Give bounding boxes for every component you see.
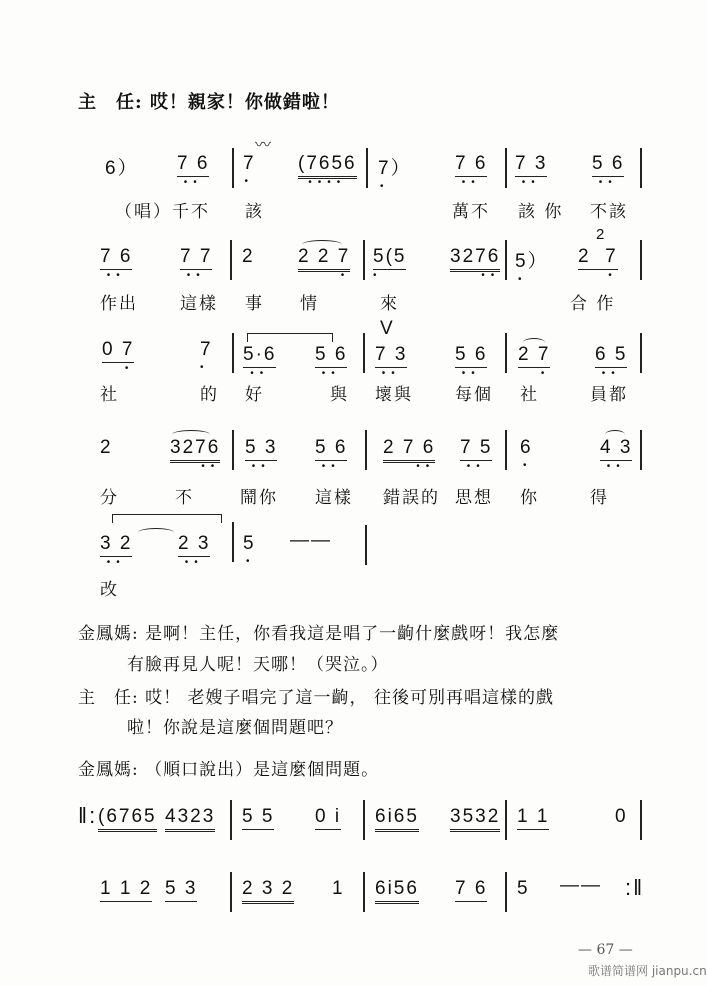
watermark: 歌谱简谱网 jianpu.cn [588, 964, 707, 978]
header-dialogue [78, 88, 340, 114]
dialogue-text: 哎！ 老嫂子唱完了這一齣， 往後可別再唱這樣的戲 [145, 688, 554, 708]
note: 6 5 •• [595, 344, 628, 379]
page-number: — 67 — [578, 942, 633, 958]
lyric: 壞與 [375, 385, 413, 405]
lyric: 事 [245, 294, 264, 314]
note: 1 [332, 878, 345, 899]
note: 5 3 [165, 878, 197, 902]
note: 2 [100, 437, 113, 458]
dialogue-line [78, 683, 554, 708]
note: 5(5 • [373, 246, 407, 281]
note: 7 • [243, 153, 256, 187]
lyric: 來 [380, 294, 399, 314]
note: 1 1 [517, 806, 549, 830]
lyric: 千不 [172, 202, 210, 222]
lyric: 該 你 [518, 202, 564, 222]
note: 2 [242, 246, 255, 267]
note: 6i65 [375, 806, 419, 832]
note: 5） • [515, 251, 549, 285]
note: 7 6 [455, 878, 487, 902]
speaker: 金鳳媽: [78, 624, 139, 644]
lyric: 你 [520, 488, 539, 508]
note: 2 3 2 [242, 878, 294, 904]
lyric: 員都 [590, 385, 628, 405]
lyric: 思想 [455, 488, 493, 508]
speaker: 金鳳媽: [78, 760, 139, 780]
lyric: 分 [100, 488, 119, 508]
note: 5·6 •• [243, 344, 277, 379]
lyric: 得 [590, 488, 609, 508]
dialogue-text: 哎！親家！你做錯啦！ [149, 92, 340, 113]
dialogue-text: （順口說出）是這麼個問題。 [145, 760, 380, 780]
lyric: 好 [245, 385, 264, 405]
lyric: 該 [245, 202, 264, 222]
note: 7 6 •• [100, 246, 133, 281]
note-extension: —— [290, 530, 332, 551]
lyric: 每個 [455, 385, 493, 405]
note: 5 6 •• [592, 153, 625, 188]
lyric: 作出 [100, 294, 138, 314]
dialogue-line [78, 619, 559, 644]
lyric: 鬧你 [240, 488, 278, 508]
repeat-start-icon: ‖: [78, 803, 98, 828]
note: 5 6 •• [315, 344, 348, 379]
note: 3276 •• [170, 437, 221, 472]
dialogue-text: 是啊！主任，你看我這是唱了一齣什麼戲呀！我怎麼 [145, 624, 560, 644]
note: 2 3 •• [178, 533, 211, 568]
note-extension: —— [560, 875, 602, 896]
note: 5 • [243, 533, 256, 567]
dialogue-line [78, 755, 379, 780]
note: 7 7 •• [180, 246, 213, 281]
note: 5 [517, 878, 530, 899]
lyric: 不 [175, 488, 194, 508]
note: 2 7 • [518, 344, 551, 379]
note: 7 5 •• [460, 437, 493, 472]
note: 5 6 •• [315, 437, 348, 472]
lyric: 不該 [590, 202, 628, 222]
lyric: 社 [520, 385, 539, 405]
note: 7 6 •• [177, 153, 210, 188]
lyric: 這樣 [180, 294, 218, 314]
note: 6） [105, 158, 139, 179]
note: 2 7 • [578, 246, 618, 281]
lyric: 的 [200, 385, 219, 405]
note: 7 • [200, 339, 213, 373]
note: 0 [615, 806, 628, 827]
note: 3532 [450, 806, 500, 832]
note: 0 i [315, 806, 341, 830]
dialogue-continuation: 有臉再見人呢！天哪！（哭泣。） [127, 655, 389, 675]
lyric: 合 作 [570, 294, 616, 314]
speaker: 主 任: [78, 688, 139, 708]
note: 1 1 2 [100, 878, 152, 902]
glissando-icon: 〰 [255, 135, 272, 154]
note: (7656 •••• [298, 153, 357, 188]
repeat-end-icon: :‖ [625, 875, 645, 900]
note: 2 2 7 • [298, 246, 351, 281]
dialogue-continuation: 啦！你說是這麼個問題吧？ [127, 718, 343, 738]
note: 6i56 [375, 878, 419, 904]
note: 3 2 •• [100, 533, 133, 568]
note: 7 3 •• [515, 153, 548, 188]
note: 7） • [378, 158, 412, 192]
note: 5 3 •• [245, 437, 278, 472]
note: 4323 [165, 806, 215, 832]
note: 7 6 •• [455, 153, 488, 188]
lyric: 與 [330, 385, 349, 405]
note: 5 6 •• [455, 344, 488, 379]
lyric: 這樣 [315, 488, 353, 508]
lyric: 改 [100, 580, 119, 600]
lyric: （唱） [115, 202, 172, 222]
note: (6765 [98, 806, 157, 832]
lyric: 錯誤的 [383, 488, 440, 508]
note: 7 3 •• [375, 344, 408, 379]
note: 6 • [520, 437, 533, 471]
lyric: 萬不 [452, 202, 490, 222]
lyric: 社 [100, 385, 119, 405]
grace-note: 2 [596, 226, 607, 243]
note: 2 7 6 •• [383, 437, 436, 472]
note: 4 3 •• [600, 437, 633, 472]
note: 3276 •• [450, 246, 501, 281]
lyric: 情 [300, 294, 319, 314]
speaker: 主 任: [78, 92, 143, 113]
note: 0 7 • [102, 339, 135, 374]
breath-mark: V [380, 318, 395, 339]
note: 5 5 [242, 806, 274, 830]
